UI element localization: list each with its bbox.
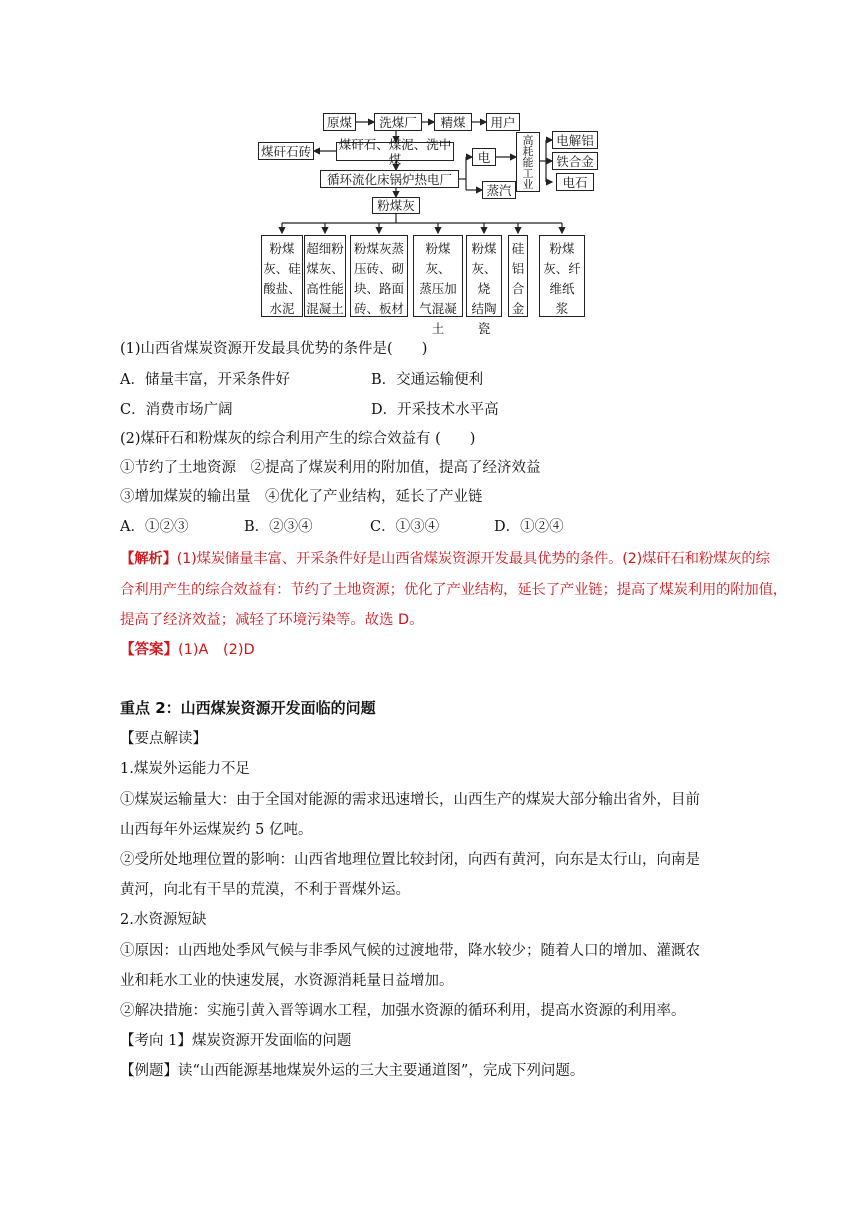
section-heading: 重点 2：山西煤炭资源开发面临的问题 bbox=[120, 699, 376, 717]
q2-option-a: A．①②③ bbox=[120, 519, 189, 535]
point-1-b: ②受所处地理位置的影响：山西省地理位置比较封闭，向西有黄河，向东是太行山，向南是 bbox=[120, 852, 700, 868]
key-points-label: 【要点解读】 bbox=[120, 731, 207, 747]
q1-option-b: B．交通运输便利 bbox=[371, 372, 484, 388]
q1-stem: (1)山西省煤炭资源开发最具优势的条件是( ) bbox=[120, 341, 428, 357]
fly-ash-box: 粉煤灰 bbox=[372, 197, 420, 214]
industry-aluminum-box: 电解铝 bbox=[552, 131, 598, 149]
q2-option-c: C．①③④ bbox=[370, 519, 440, 535]
product-box-3: 粉煤灰蒸 压砖、砌 块、路面 砖、板材 bbox=[350, 235, 408, 317]
analysis-tag: 【解析】 bbox=[120, 551, 177, 567]
product-box-7: 粉煤 灰、纤 维纸 浆 bbox=[539, 235, 585, 317]
user-box: 用户 bbox=[486, 113, 520, 131]
point-1-title: 1.煤炭外运能力不足 bbox=[120, 761, 250, 777]
point-2-b: ②解决措施：实施引黄入晋等调水工程，加强水资源的循环利用，提高水资源的利用率。 bbox=[120, 1003, 686, 1019]
product-box-1: 粉煤 灰、硅 酸盐、 水泥 bbox=[261, 235, 303, 317]
wash-plant-box: 洗煤厂 bbox=[374, 113, 422, 131]
q2-stem: (2)煤矸石和粉煤灰的综合利用产生的综合效益有 ( ) bbox=[120, 431, 476, 447]
q2-option-d: D．①②④ bbox=[494, 519, 564, 535]
point-2-a: ①原因：山西地处季风气候与非季风气候的过渡地带，降水较少；随着人口的增加、灌溉农 bbox=[120, 943, 700, 959]
industry-carbide-box: 电石 bbox=[556, 173, 594, 191]
q1-option-c: C．消费市场广阔 bbox=[120, 402, 233, 418]
point-2-a-cont: 业和耗水工业的快速发展，水资源消耗量日益增加。 bbox=[120, 973, 454, 989]
example-question: 【例题】读“山西能源基地煤炭外运的三大主要通道图”，完成下列问题。 bbox=[120, 1063, 585, 1079]
product-box-2: 超细粉 煤灰、 高性能 混凝土 bbox=[304, 235, 346, 317]
answer-text: (1)A (2)D bbox=[178, 642, 255, 658]
point-1-a: ①煤炭运输量大：由于全国对能源的需求迅速增长，山西生产的煤炭大部分输出省外，目前 bbox=[120, 792, 700, 808]
q1-option-a: A．储量丰富，开采条件好 bbox=[120, 372, 290, 388]
answer-tag: 【答案】 bbox=[120, 642, 178, 658]
gangue-brick-box: 煤矸石砖 bbox=[258, 142, 314, 160]
point-2-title: 2.水资源短缺 bbox=[120, 912, 207, 928]
industry-ferroalloy-box: 铁合金 bbox=[552, 152, 598, 170]
product-box-4: 粉煤灰、 蒸压加 气混凝 土 bbox=[413, 235, 463, 317]
q2-option-b: B．②③④ bbox=[244, 519, 313, 535]
raw-coal-box: 原煤 bbox=[323, 113, 356, 131]
analysis-line-3: 提高了经济效益；减轻了环境污染等。故选 D。 bbox=[120, 612, 424, 628]
q2-statements-1: ①节约了土地资源 ②提高了煤炭利用的附加值，提高了经济效益 bbox=[120, 460, 541, 476]
analysis-line-1: (1)煤炭储量丰富、开采条件好是山西省煤炭资源开发最具优势的条件。(2)煤矸石和粉煤灰的综 bbox=[176, 551, 770, 567]
steam-box: 蒸汽 bbox=[482, 181, 516, 199]
high-energy-industry-box: 高 耗 能 工 业 bbox=[516, 132, 540, 192]
power-plant-box: 循环流化床锅炉热电厂 bbox=[320, 170, 459, 188]
q1-option-d: D．开采技术水平高 bbox=[371, 402, 499, 418]
clean-coal-box: 精煤 bbox=[434, 113, 472, 131]
product-box-5: 粉煤 灰、烧 结陶 瓷 bbox=[466, 235, 502, 317]
product-box-6: 硅 铝 合 金 bbox=[508, 235, 528, 317]
electricity-box: 电 bbox=[472, 148, 496, 166]
q2-statements-2: ③增加煤炭的输出量 ④优化了产业结构，延长了产业链 bbox=[120, 489, 483, 505]
waste-box: 煤矸石、煤泥、洗中煤 bbox=[336, 142, 454, 161]
flow-diagram bbox=[250, 105, 620, 336]
point-1-b-cont: 黄河，向北有干旱的荒漠，不利于晋煤外运。 bbox=[120, 882, 410, 898]
exam-direction-1: 【考向 1】煤炭资源开发面临的问题 bbox=[120, 1033, 352, 1049]
analysis-line-2: 合利用产生的综合效益有：节约了土地资源；优化了产业结构，延长了产业链；提高了煤炭利用的附加值， bbox=[120, 582, 787, 598]
answer-line bbox=[120, 640, 255, 660]
point-1-a-cont: 山西每年外运煤炭约 5 亿吨。 bbox=[120, 822, 313, 838]
